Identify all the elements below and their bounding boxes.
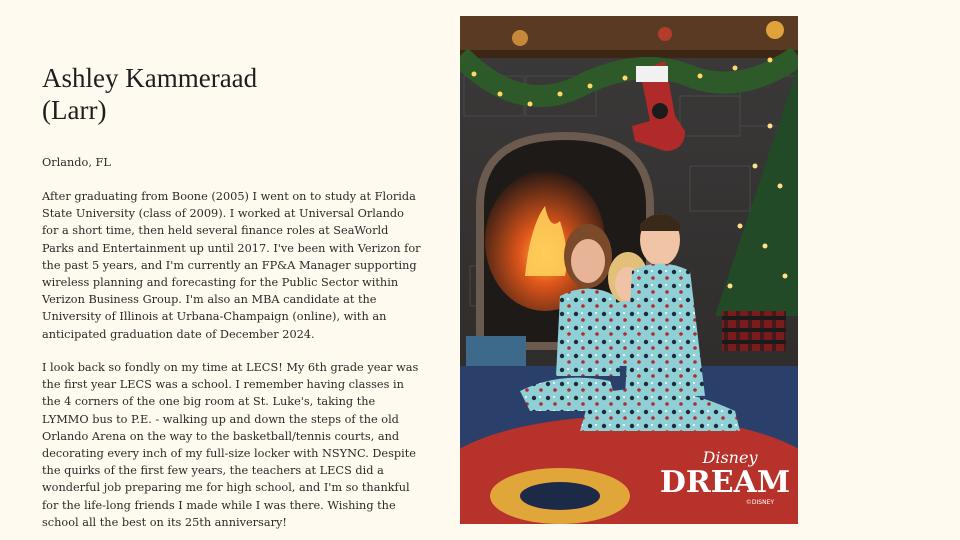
family-photo — [460, 16, 798, 524]
name-line-2: (Larr) — [42, 95, 107, 125]
location-text: Orlando, FL — [42, 156, 111, 169]
profile-name — [42, 62, 412, 126]
watermark-product: DREAM — [659, 465, 791, 500]
name-line-1: Ashley Kammeraad — [42, 63, 258, 93]
bio-paragraph-2: I look back so fondly on my time at LECS! My 6th grade year was the first year LECS was a school. I remember having classes in the 4 corners of the one big room at St. Luke's, taking the LYMMO bus to P.E. - walking up and down the steps of the old Orlando Arena on the way to the basketball/tennis courts, and decorating every inch of my full-size locker with NSYNC. Despite the quirks of the first few years, the teachers at LECS did a wonderful job preparing me for high school, and I'm so thankful for the life-long friends I made while I was there. Wishing the school all the best on its 25th anniversary! — [42, 361, 419, 529]
watermark-brand: Disney — [702, 448, 758, 467]
watermark-copyright: ©DISNEY — [745, 499, 775, 506]
bio-paragraph-1: After graduating from Boone (2005) I went on to study at Florida State University (class of 2009). I worked at Universal Orlando for a short time, then held several finance roles at SeaWorld Parks and Entertainment up until 2017. I've been with Verizon for the past 5 years, and I'm currently an FP&A Manager supporting wireless planning and forecasting for the Public Sector within Verizon Business Group. I'm also an MBA candidate at the University of Illinois at Urbana-Champaign (online), with an anticipated graduation date of December 2024. — [42, 190, 421, 341]
